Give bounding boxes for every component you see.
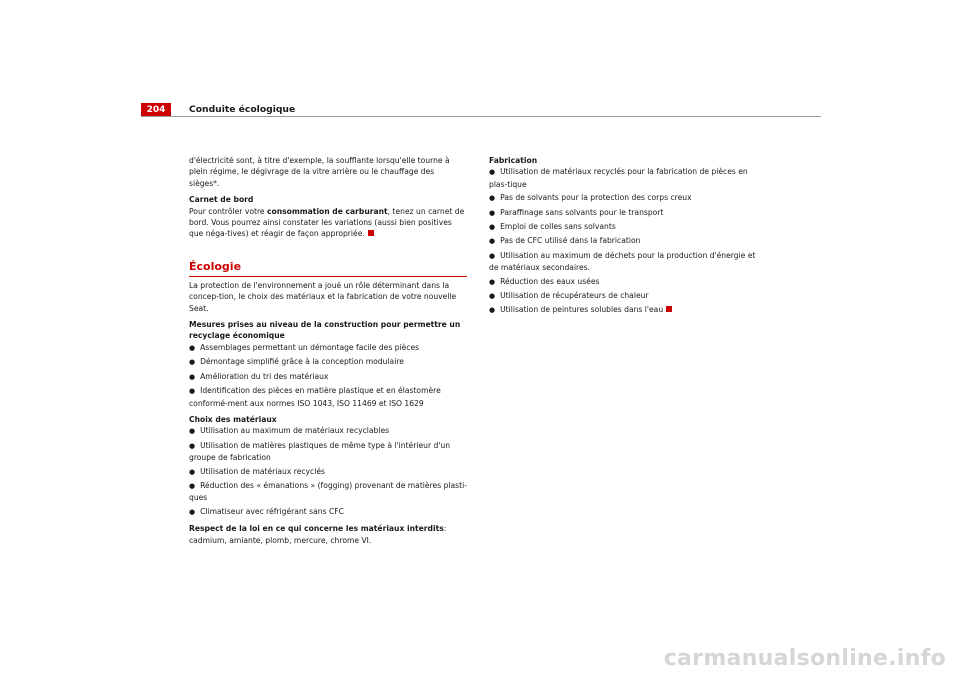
left-column (189, 155, 467, 551)
law-text-rest: : cadmium, amiante, plomb, mercure, chrome VI. (189, 524, 447, 545)
list-item: ● Utilisation au maximum de déchets pour la production d'énergie et de matériaux secondaires. (489, 250, 756, 273)
logbook-text-pre: Pour contrôler votre (189, 206, 267, 216)
list-item: ● Utilisation de matériaux recyclés (189, 466, 325, 476)
bullet-icon: ● (489, 208, 496, 217)
fabrication-list (489, 166, 767, 316)
law-paragraph (189, 523, 467, 546)
list-item: ● Réduction des « émanations » (fogging) provenant de matières plasti-ques (189, 480, 467, 503)
bullet-icon: ● (189, 343, 196, 352)
materials-list (189, 425, 467, 518)
page-number-badge: 204 (141, 103, 171, 117)
list-item: ● Paraffinage sans solvants pour le transport (489, 207, 664, 217)
list-item: ● Pas de solvants pour la protection des corps creux (489, 193, 692, 203)
bullet-icon: ● (189, 372, 196, 381)
logbook-heading: Carnet de bord (189, 195, 254, 205)
list-item: ● Pas de CFC utilisé dans la fabrication (489, 236, 641, 246)
law-text-bold: Respect de la loi en ce qui concerne les matériaux interdits (189, 524, 444, 534)
section-title-ecologie: Écologie (189, 260, 467, 277)
list-item: ● Amélioration du tri des matériaux (189, 371, 329, 381)
list-item: ● Utilisation de récupérateurs de chaleur (489, 291, 649, 301)
bullet-icon: ● (489, 251, 496, 260)
construction-list (189, 342, 467, 409)
bullet-icon: ● (189, 467, 196, 476)
bullet-icon: ● (489, 194, 496, 203)
list-item: ● Utilisation de matériaux recyclés pour la fabrication de pièces en plas-tique (489, 167, 748, 189)
bullet-icon: ● (489, 306, 496, 315)
logbook-paragraph (189, 206, 467, 240)
right-column (489, 155, 767, 319)
bullet-icon: ● (489, 237, 496, 246)
bullet-icon: ● (189, 387, 196, 396)
fabrication-heading: Fabrication (489, 156, 538, 165)
list-item: ● Identification des pièces en matière plastique et en élastomère conformé-ment aux normes ISO 1043, ISO 11469 et ISO 1629 (189, 386, 441, 408)
bullet-icon: ● (489, 277, 496, 286)
bullet-icon: ● (489, 223, 496, 232)
bullet-icon: ● (489, 168, 496, 177)
bullet-icon: ● (189, 481, 196, 490)
list-item: ● Utilisation de matières plastiques de même type à l'intérieur d'un groupe de fabrication (189, 440, 451, 463)
list-item: ● Réduction des eaux usées (489, 276, 600, 286)
bullet-icon: ● (189, 507, 196, 516)
watermark-text[interactable]: carmanualsonline.info (663, 646, 946, 671)
logbook-text-post: , tenez un carnet de bord. Vous pourrez ainsi constater les variations (aussi bien positives que néga-tives) et réagir de façon appropriée. (189, 206, 465, 239)
list-item: ● Démontage simplifié grâce à la conception modulaire (189, 357, 404, 367)
list-item: ● Emploi de colles sans solvants (489, 222, 616, 232)
logbook-text-bold: consommation de carburant (267, 206, 388, 216)
intro-paragraph: d'électricité sont, à titre d'exemple, la soufflante lorsqu'elle tourne à plein régime, le dégivrage de la vitre arrière ou le chauffage des sièges*. (189, 156, 450, 188)
list-item: ● Utilisation de peintures solubles dans l'eau (489, 304, 767, 316)
section-intro: La protection de l'environnement a joué un rôle déterminant dans la concep-tion, le choix des matériaux et la fabrication de votre nouvelle Seat. (189, 280, 457, 313)
bullet-icon: ● (489, 292, 496, 301)
materials-heading: Choix des matériaux (189, 414, 277, 424)
bullet-icon: ● (189, 358, 196, 367)
header-rule (141, 116, 821, 117)
list-item: ● Climatiseur avec réfrigérant sans CFC (189, 506, 344, 516)
bullet-icon: ● (189, 427, 196, 436)
end-of-section-mark (666, 306, 672, 312)
bullet-icon: ● (189, 441, 196, 450)
construction-heading: Mesures prises au niveau de la construction pour permettre un recyclage économique (189, 320, 461, 341)
list-item: ● Utilisation au maximum de matériaux recyclables (189, 426, 390, 436)
running-title: Conduite écologique (189, 104, 296, 115)
end-of-section-mark (368, 230, 374, 236)
list-item: ● Assemblages permettant un démontage facile des pièces (189, 342, 420, 352)
